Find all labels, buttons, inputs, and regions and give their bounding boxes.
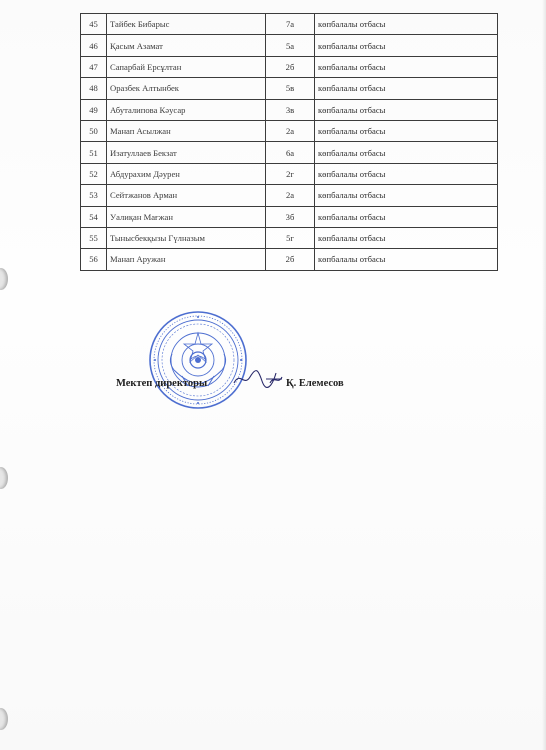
grade: 5а xyxy=(266,35,315,56)
table-row xyxy=(81,56,498,77)
student-name: Сейтжанов Арман xyxy=(107,185,266,206)
grade: 3б xyxy=(266,206,315,227)
table-row xyxy=(81,14,498,35)
grade: 5г xyxy=(266,227,315,248)
row-number: 53 xyxy=(81,185,107,206)
student-name: Тынысбекқызы Гүлназым xyxy=(107,227,266,248)
grade: 2а xyxy=(266,185,315,206)
student-name: Тайбек Бибарыс xyxy=(107,14,266,35)
family-status: көпбалалы отбасы xyxy=(315,185,498,206)
grade: 7а xyxy=(266,14,315,35)
student-name: Абдурахим Дәурен xyxy=(107,163,266,184)
row-number: 55 xyxy=(81,227,107,248)
family-status: көпбалалы отбасы xyxy=(315,120,498,141)
family-status: көпбалалы отбасы xyxy=(315,35,498,56)
family-status: көпбалалы отбасы xyxy=(315,142,498,163)
family-status: көпбалалы отбасы xyxy=(315,78,498,99)
director-name: Қ. Елемесов xyxy=(286,378,344,389)
table-row xyxy=(81,206,498,227)
table-row xyxy=(81,120,498,141)
row-number: 47 xyxy=(81,56,107,77)
student-name: Манап Аружан xyxy=(107,249,266,270)
table-row xyxy=(81,163,498,184)
family-status: көпбалалы отбасы xyxy=(315,249,498,270)
table-row xyxy=(81,227,498,248)
signature-block xyxy=(116,378,376,402)
grade: 2б xyxy=(266,249,315,270)
punch-hole xyxy=(0,268,8,290)
student-name: Уалиқан Мағжан xyxy=(107,206,266,227)
grade: 2г xyxy=(266,163,315,184)
family-status: көпбалалы отбасы xyxy=(315,227,498,248)
row-number: 49 xyxy=(81,99,107,120)
grade: 2а xyxy=(266,120,315,141)
grade: 3в xyxy=(266,99,315,120)
table-row xyxy=(81,249,498,270)
student-table-body xyxy=(81,14,498,271)
row-number: 56 xyxy=(81,249,107,270)
grade: 5в xyxy=(266,78,315,99)
table-row xyxy=(81,78,498,99)
student-table xyxy=(80,13,498,271)
row-number: 45 xyxy=(81,14,107,35)
student-name: Изатуллаев Бекзат xyxy=(107,142,266,163)
family-status: көпбалалы отбасы xyxy=(315,99,498,120)
grade: 2б xyxy=(266,56,315,77)
grade: 6а xyxy=(266,142,315,163)
row-number: 50 xyxy=(81,120,107,141)
family-status: көпбалалы отбасы xyxy=(315,163,498,184)
row-number: 48 xyxy=(81,78,107,99)
student-name: Қасым Азамат xyxy=(107,35,266,56)
scan-edge-shadow xyxy=(542,0,546,750)
student-name: Оразбек Алтынбек xyxy=(107,78,266,99)
punch-hole xyxy=(0,708,8,730)
punch-hole xyxy=(0,467,8,489)
table-row xyxy=(81,142,498,163)
row-number: 51 xyxy=(81,142,107,163)
family-status: көпбалалы отбасы xyxy=(315,56,498,77)
table-row xyxy=(81,35,498,56)
table-row xyxy=(81,185,498,206)
family-status: көпбалалы отбасы xyxy=(315,14,498,35)
table-row xyxy=(81,99,498,120)
row-number: 52 xyxy=(81,163,107,184)
family-status: көпбалалы отбасы xyxy=(315,206,498,227)
director-title: Мектеп директоры xyxy=(116,378,208,389)
student-name: Абуталипова Кәусар xyxy=(107,99,266,120)
row-number: 54 xyxy=(81,206,107,227)
row-number: 46 xyxy=(81,35,107,56)
student-name: Сапарбай Ерсұлтан xyxy=(107,56,266,77)
student-name: Манап Асылжан xyxy=(107,120,266,141)
